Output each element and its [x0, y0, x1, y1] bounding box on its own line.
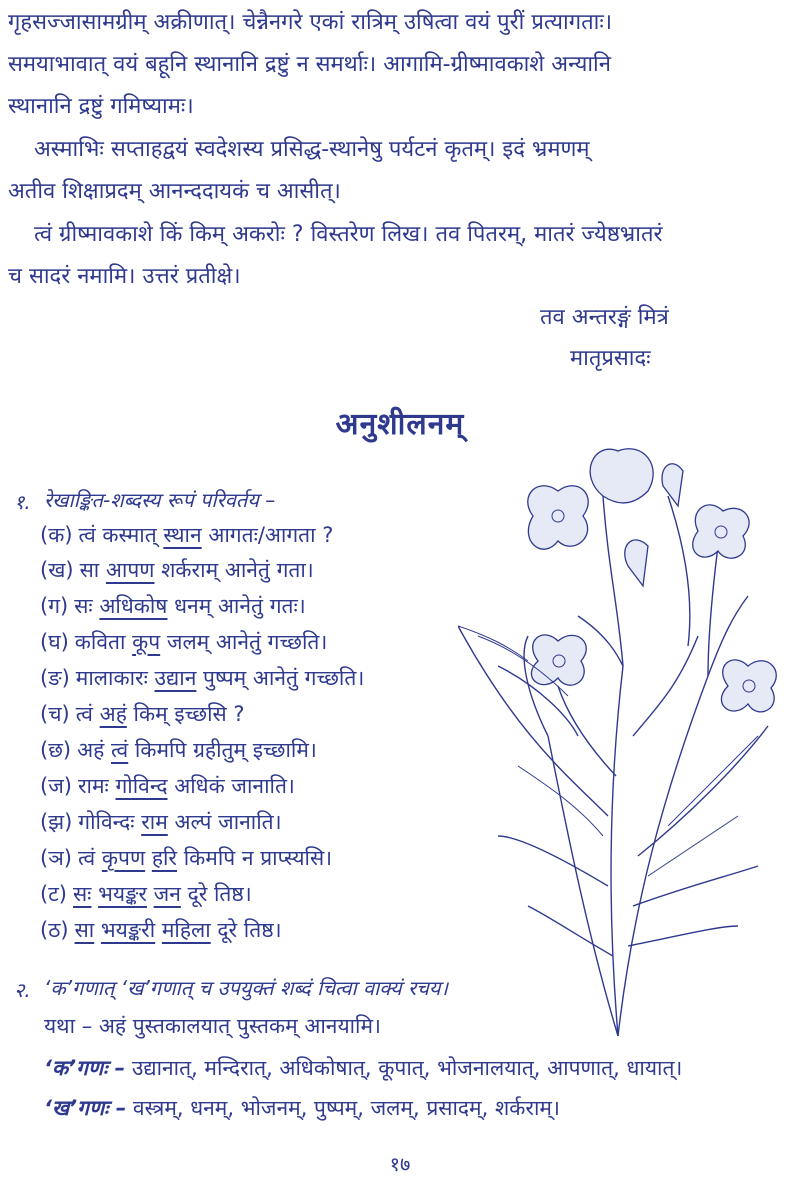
underlined-word: कूप	[132, 630, 161, 654]
q1-item	[40, 772, 295, 800]
item-text	[147, 882, 154, 906]
item-text: रामः	[77, 774, 116, 798]
item-text: किमपि ग्रहीतुम् इच्छामि।	[128, 738, 317, 762]
item-text: अधिकं जानाति।	[167, 774, 295, 798]
underlined-word: गोविन्द	[115, 774, 168, 798]
underlined-word: महिला	[161, 918, 211, 942]
underlined-word: कृपण	[101, 846, 146, 870]
item-text: सः	[74, 594, 100, 618]
item-text	[155, 918, 162, 942]
item-text: त्वं	[75, 702, 100, 726]
ka-group-words: उद्यानात्, मन्दिरात्, अधिकोषात्, कूपात्, भोजनालयात्, आपणात्, धायात्।	[131, 1056, 683, 1080]
kha-group-words: वस्त्रम्, धनम्, भोजनम्, पुष्पम्, जलम्, प्रसादम्, शर्कराम्।	[132, 1096, 560, 1120]
underlined-word: भयङ्करी	[100, 918, 156, 942]
item-label: (ङ)	[40, 666, 70, 690]
item-label: (ग)	[40, 594, 69, 618]
underlined-word: भयङ्कर	[98, 882, 147, 906]
q1-item	[40, 628, 327, 656]
item-label: (क)	[40, 523, 73, 547]
item-text	[94, 918, 101, 942]
q1-item	[40, 556, 314, 584]
q2-number: २.	[14, 978, 31, 1002]
exercise-heading: अनुशीलनम्	[335, 407, 465, 442]
page-number: १७	[389, 1152, 411, 1176]
item-label: (ट)	[40, 882, 67, 906]
item-text: किम् इच्छसि ?	[126, 702, 245, 726]
underlined-word: उद्यान	[154, 666, 197, 690]
letter-closing: तव अन्तरङ्गं मित्रं	[540, 305, 669, 330]
q1-number: १.	[14, 490, 31, 514]
item-text: धनम् आनेतुं गतः।	[167, 594, 306, 618]
item-label: (ज)	[40, 774, 72, 798]
item-label: (च)	[40, 702, 70, 726]
q1-item	[40, 880, 252, 908]
letter-line-6: त्वं ग्रीष्मावकाशे किं किम् अकरोः ? विस्तरेण लिख। तव पितरम्, मातरं ज्येष्ठभ्रातरं	[34, 222, 663, 247]
q2-example: यथा – अहं पुस्तकालयात् पुस्तकम् आनयामि।	[44, 1014, 382, 1038]
ka-group	[44, 1054, 682, 1082]
q1-item	[40, 808, 282, 836]
item-text: आगतः/आगता ?	[201, 523, 334, 547]
letter-line-2: समयाभावात् वयं बहूनि स्थानानि द्रष्टुं न समर्थाः। आगामि-ग्रीष्मावकाशे अन्यानि	[8, 52, 611, 77]
underlined-word: राम	[141, 810, 168, 834]
item-text: अहं	[77, 738, 111, 762]
q1-item	[40, 521, 333, 549]
item-label: (ठ)	[40, 918, 69, 942]
item-text: जलम् आनेतुं गच्छति।	[160, 630, 328, 654]
ka-group-label: ‘क’गणः –	[44, 1056, 126, 1080]
item-label: (ख)	[40, 558, 74, 582]
q1-instruction: रेखाङ्कित-शब्दस्य रूपं परिवर्तय –	[44, 488, 276, 512]
underlined-word: अधिकोष	[99, 594, 168, 618]
item-text: पुष्पम् आनेतुं गच्छति।	[196, 666, 365, 690]
letter-line-1: गृहसज्जासामग्रीम् अक्रीणात्। चेन्नैनगरे एकां रात्रिम् उषित्वा वयं पुरीं प्रत्यागताः।	[8, 10, 613, 35]
letter-line-5: अतीव शिक्षाप्रदम् आनन्ददायकं च आसीत्।	[8, 179, 341, 204]
underlined-word: हरि	[151, 846, 178, 870]
item-text: शर्कराम् आनेतुं गता।	[154, 558, 314, 582]
item-text: सा	[79, 558, 106, 582]
item-text: त्वं	[77, 846, 102, 870]
kha-group-label: ‘ख’गणः –	[44, 1096, 127, 1120]
letter-signature: मातृप्रसादः	[570, 346, 651, 371]
underlined-word: सः	[72, 882, 92, 906]
item-text: किमपि न प्राप्स्यसि।	[177, 846, 333, 870]
underlined-word: जन	[153, 882, 181, 906]
q1-item	[40, 664, 364, 692]
letter-line-7: च सादरं नमामि। उत्तरं प्रतीक्षे।	[8, 264, 241, 289]
item-text: अल्पं जानाति।	[167, 810, 282, 834]
item-text	[145, 846, 152, 870]
underlined-word: त्वं	[110, 738, 129, 762]
item-text: मालाकारः	[75, 666, 155, 690]
item-label: (छ)	[40, 738, 72, 762]
underlined-word: आपण	[105, 558, 155, 582]
underlined-word: अहं	[99, 702, 127, 726]
q1-item	[40, 700, 245, 728]
item-label: (घ)	[40, 630, 69, 654]
item-text: दूरे तिष्ठ।	[210, 918, 282, 942]
underlined-word: स्थान	[163, 523, 202, 547]
q2-instruction: ‘क’गणात् ‘ख’गणात् च उपयुक्तं शब्दं चित्वा वाक्यं रचय।	[44, 976, 449, 1000]
q1-item	[40, 592, 306, 620]
item-text: त्वं कस्मात्	[78, 523, 164, 547]
q1-item	[40, 736, 317, 764]
kha-group	[44, 1094, 560, 1122]
item-text: गोविन्दः	[78, 810, 142, 834]
q1-item	[40, 916, 282, 944]
item-text: दूरे तिष्ठ।	[180, 882, 252, 906]
letter-line-3: स्थानानि द्रष्टुं गमिष्यामः।	[8, 94, 194, 119]
q1-item	[40, 844, 332, 872]
item-label: (ञ)	[40, 846, 72, 870]
item-label: (झ)	[40, 810, 73, 834]
underlined-word: सा	[74, 918, 95, 942]
letter-line-4: अस्माभिः सप्ताहद्वयं स्वदेशस्य प्रसिद्ध-स्थानेषु पर्यटनं कृतम्। इदं भ्रमणम्	[34, 137, 590, 162]
flower-illustration	[458, 436, 798, 1036]
item-text: कविता	[74, 630, 133, 654]
